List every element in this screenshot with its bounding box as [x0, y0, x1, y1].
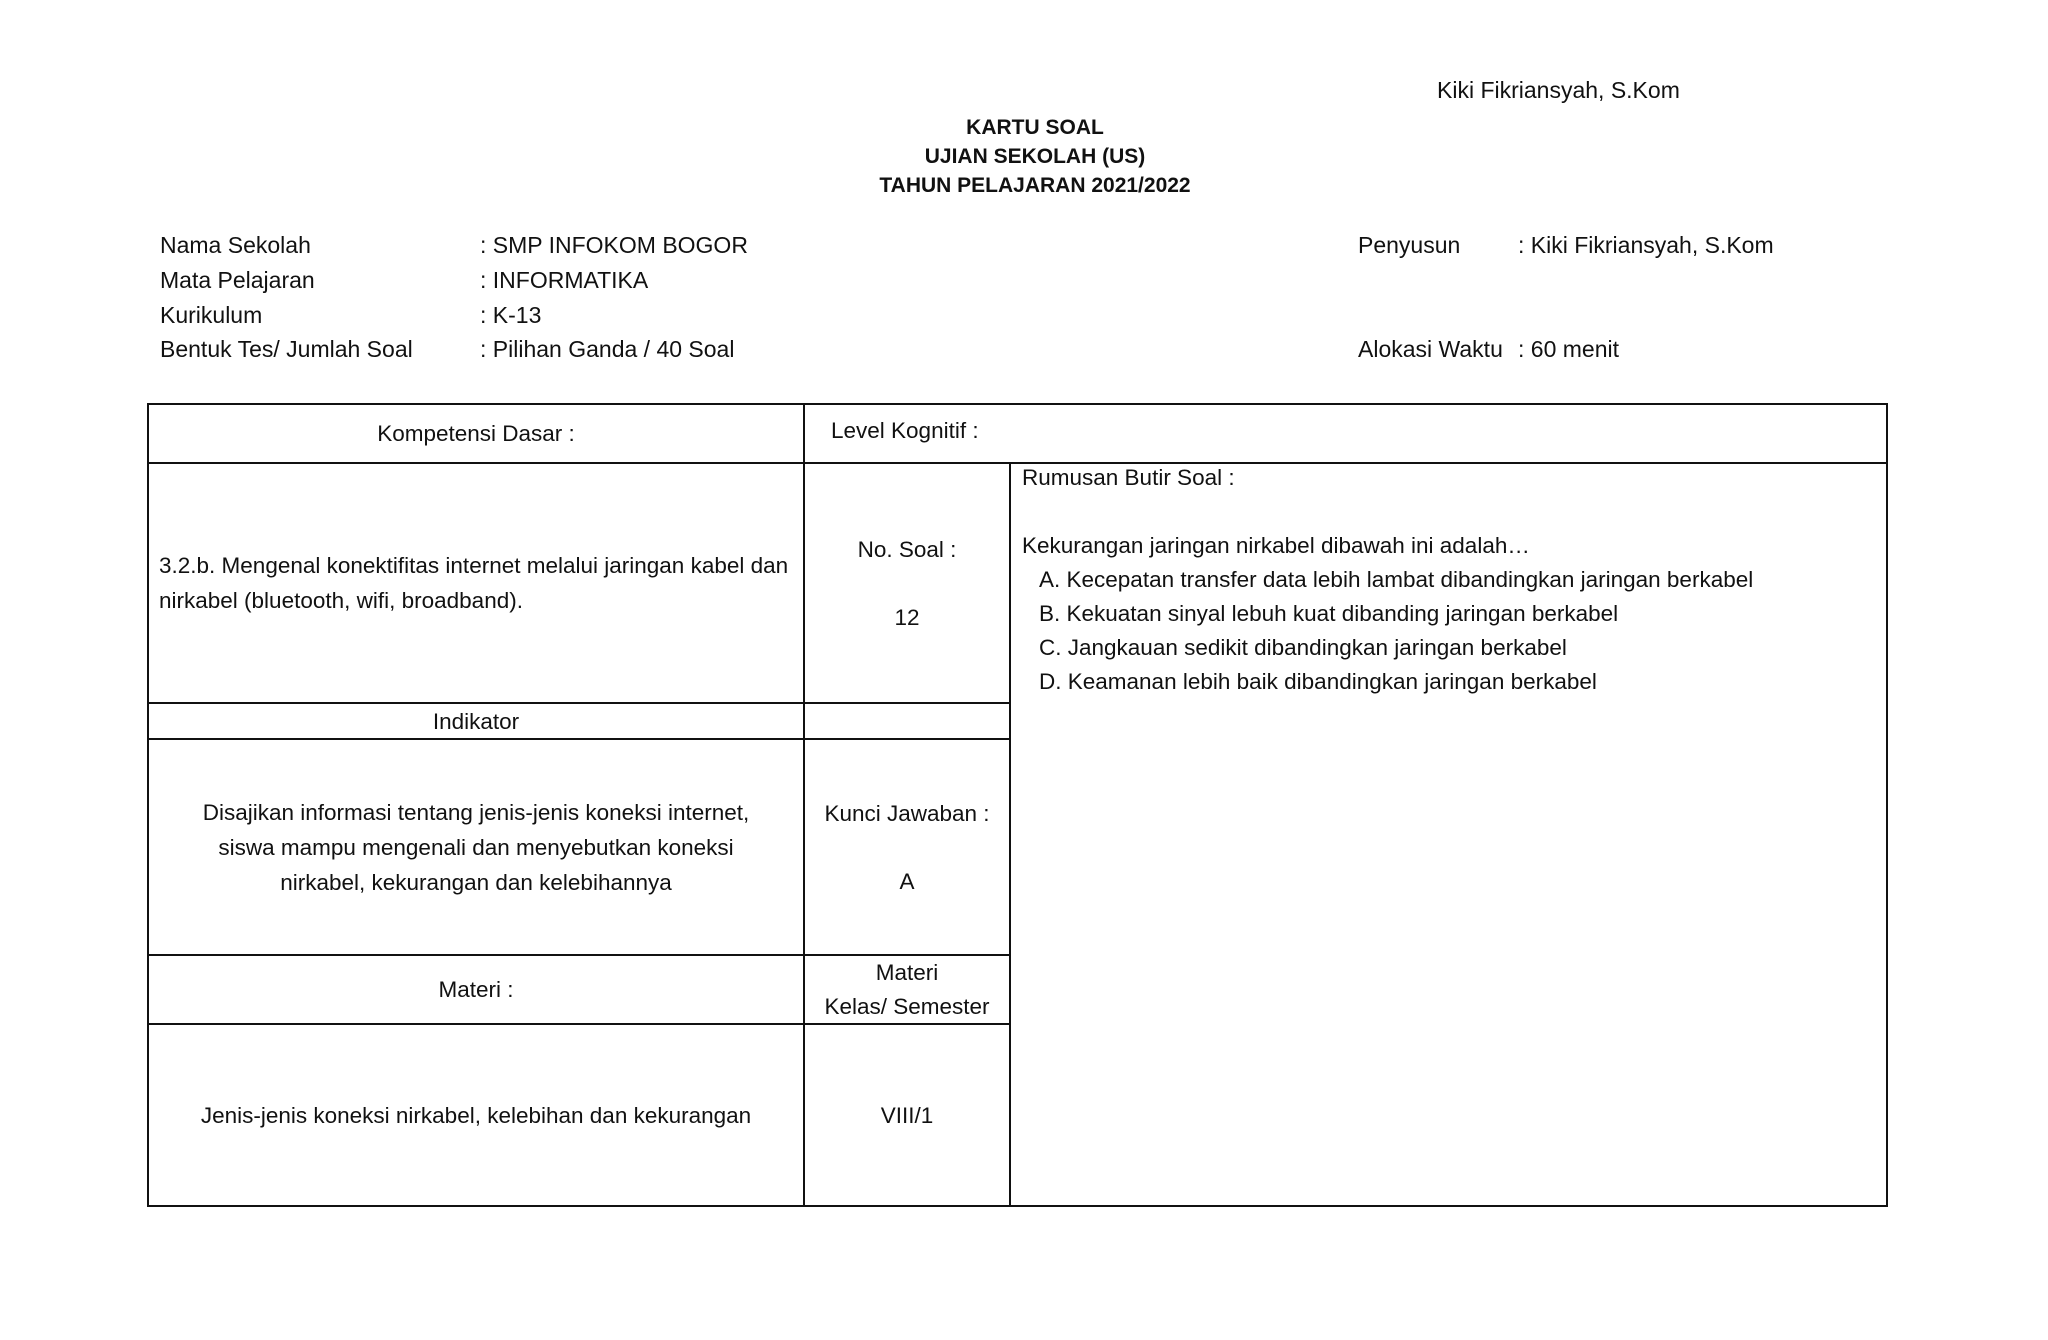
title-tahun-pelajaran: TAHUN PELAJARAN 2021/2022 [879, 174, 1191, 197]
test-form-value: : Pilihan Ganda / 40 Soal [480, 336, 735, 362]
materi-header: Materi : [438, 977, 514, 1002]
no-soal-label: No. Soal : [857, 536, 957, 562]
school-label: Nama Sekolah [160, 232, 311, 258]
title-kartu-soal: KARTU SOAL [966, 116, 1104, 139]
kd-header: Kompetensi Dasar : [377, 421, 575, 446]
answer-option-c: C. Jangkauan sedikit dibandingkan jaringan berkabel [1039, 635, 1567, 660]
composer-label: Penyusun [1358, 232, 1461, 258]
level-header: Level Kognitif : [831, 418, 979, 443]
indikator-header: Indikator [432, 708, 520, 734]
subject-label: Mata Pelajaran [160, 267, 315, 293]
answer-key-label: Kunci Jawaban : [824, 800, 990, 826]
answer-key-cell [805, 740, 1009, 954]
kd-text: 3.2.b. Mengenal konektifitas internet melalui jaringan kabel dan nirkabel (bluetooth, wifi, broadband). [159, 553, 789, 613]
title-ujian-sekolah: UJIAN SEKOLAH (US) [924, 145, 1146, 168]
time-allocation-value: : 60 menit [1518, 336, 1619, 362]
school-value: : SMP INFOKOM BOGOR [480, 232, 748, 258]
rumusan-header: Rumusan Butir Soal : [1022, 465, 1235, 490]
question-panel [1022, 461, 1753, 699]
indikator-text: Disajikan informasi tentang jenis-jenis koneksi internet, siswa mampu mengenali dan menyebutkan koneksi nirkabel, kekurangan dan kelebihannya [202, 799, 750, 895]
author-name-top: Kiki Fikriansyah, S.Kom [1437, 77, 1680, 103]
materi-text: Jenis-jenis koneksi nirkabel, kelebihan dan kekurangan [200, 1102, 752, 1128]
time-allocation-label: Alokasi Waktu [1358, 336, 1503, 362]
answer-key-value: A [899, 868, 915, 894]
materi-kelas-header [805, 956, 1009, 1023]
test-form-label: Bentuk Tes/ Jumlah Soal [160, 336, 413, 362]
class-semester-value: VIII/1 [880, 1102, 934, 1128]
no-soal-value: 12 [894, 604, 920, 630]
materi-kelas-line1: Materi [875, 959, 939, 985]
no-soal-cell [805, 464, 1009, 702]
composer-value: : Kiki Fikriansyah, S.Kom [1518, 232, 1774, 258]
curriculum-label: Kurikulum [160, 302, 263, 328]
divider [1009, 462, 1011, 1205]
question-text: Kekurangan jaringan nirkabel dibawah ini adalah… [1022, 533, 1530, 558]
curriculum-value: : K-13 [480, 302, 542, 328]
subject-value: : INFORMATIKA [480, 267, 649, 293]
answer-option-a: A. Kecepatan transfer data lebih lambat dibandingkan jaringan berkabel [1039, 567, 1754, 592]
answer-option-b: B. Kekuatan sinyal lebuh kuat dibanding jaringan berkabel [1039, 601, 1619, 626]
question-card [147, 403, 1888, 1207]
answer-option-d: D. Keamanan lebih baik dibandingkan jaringan berkabel [1039, 669, 1597, 694]
materi-kelas-line2: Kelas/ Semester [824, 993, 990, 1019]
